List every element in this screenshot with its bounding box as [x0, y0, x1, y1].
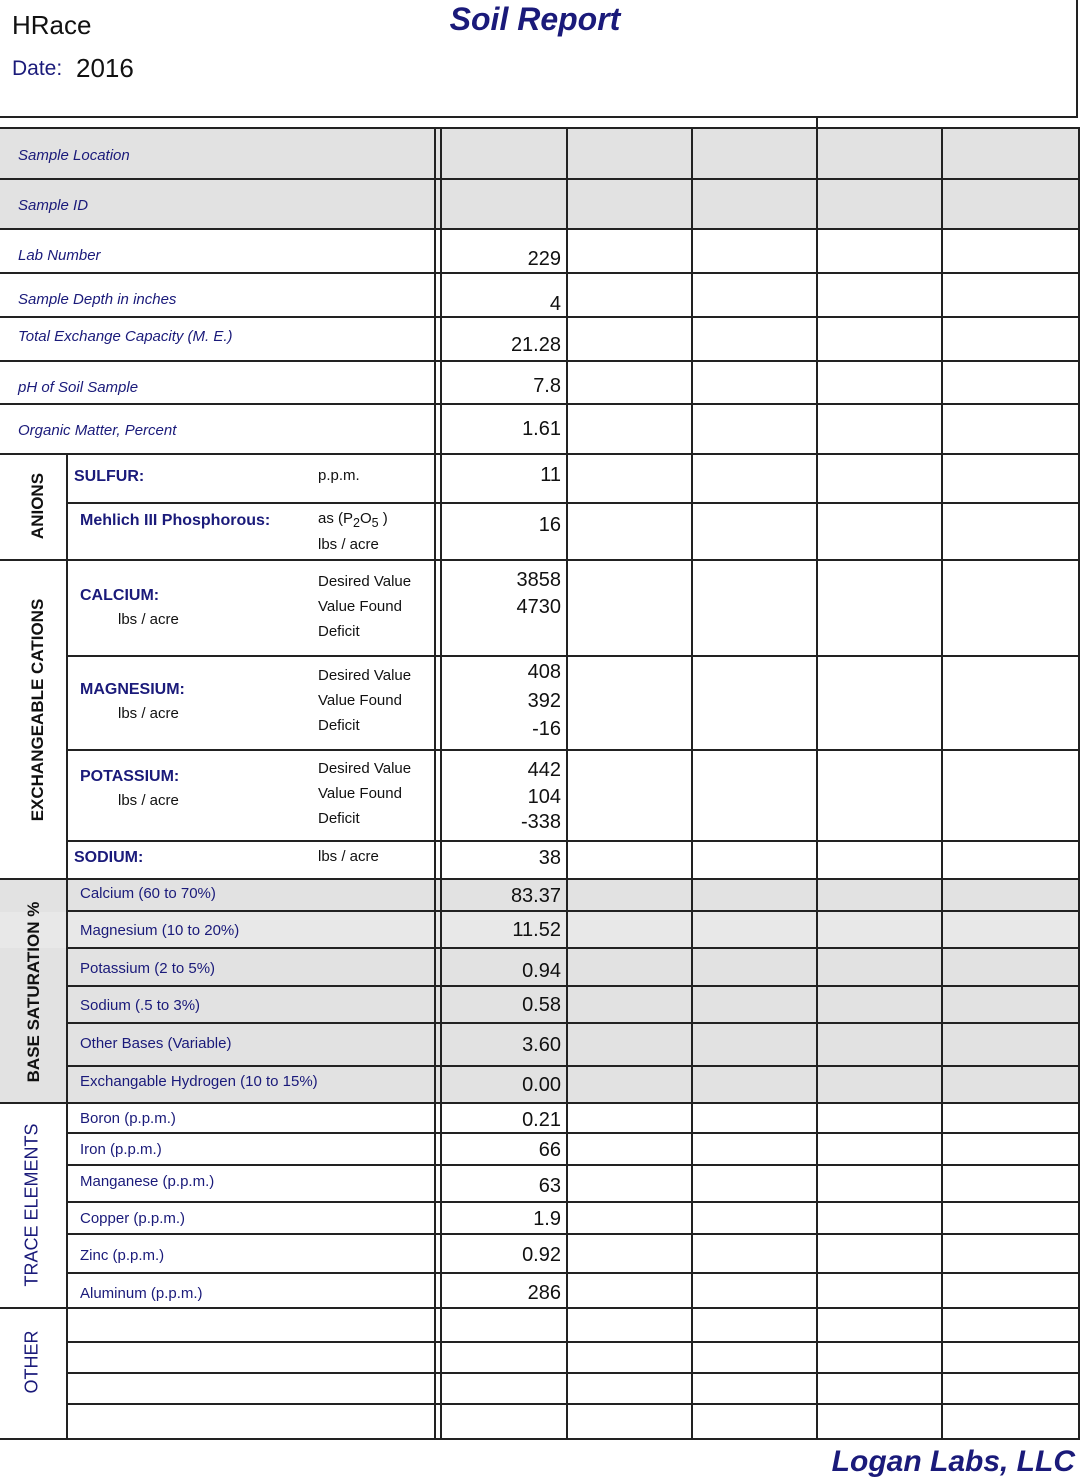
col-divider [1078, 127, 1080, 1440]
sodium-unit: lbs / acre [318, 848, 379, 865]
row-divider [66, 1164, 1080, 1166]
magnesium-found-value: 392 [527, 690, 561, 712]
trace-element-value: 63 [538, 1175, 561, 1197]
calcium-desired-value: 3858 [516, 569, 561, 591]
ph-value: 7.8 [533, 375, 561, 397]
section-trace-elements: TRACE ELEMENTS [21, 1123, 42, 1287]
row-divider [0, 360, 1080, 362]
base-sat-value: 83.37 [510, 885, 561, 907]
date-label: Date: [12, 57, 63, 80]
tec-label: Total Exchange Capacity (M. E.) [18, 328, 233, 345]
tec-value: 21.28 [510, 334, 561, 356]
magnesium-label: MAGNESIUM: [80, 681, 185, 698]
row-divider [66, 655, 1080, 657]
calcium-desired-label: Desired Value [318, 573, 412, 590]
trace-element-label: Copper (p.p.m.) [80, 1210, 186, 1227]
row-divider [0, 559, 1080, 561]
lab-number-label: Lab Number [18, 247, 101, 264]
footer-brand: Logan Labs, LLC [831, 1445, 1075, 1478]
row-divider [66, 910, 1080, 912]
magnesium-found-label: Value Found [318, 692, 402, 709]
calcium-found-label: Value Found [318, 598, 402, 615]
sodium-value: 38 [538, 847, 561, 869]
base-sat-value: 0.00 [522, 1074, 561, 1096]
trace-element-value: 0.92 [522, 1244, 561, 1266]
col-divider [66, 453, 68, 1440]
calcium-unit: lbs / acre [118, 611, 179, 628]
section-anions: ANIONS [28, 472, 47, 540]
lab-number-value: 229 [527, 248, 561, 270]
calcium-found-value: 4730 [516, 596, 561, 618]
phosphorous-label: Mehlich III Phosphorous: [80, 512, 271, 529]
base-sat-value: 11.52 [512, 919, 561, 941]
magnesium-unit: lbs / acre [118, 705, 179, 722]
date-value: 2016 [76, 53, 134, 83]
section-other: OTHER [21, 1330, 42, 1394]
row-divider [66, 1201, 1080, 1203]
potassium-deficit-label: Deficit [318, 810, 360, 827]
trace-element-label: Iron (p.p.m.) [80, 1141, 162, 1158]
phosphorous-unit: as ($P_2O_5$ ) [318, 510, 388, 530]
row-divider [0, 403, 1080, 405]
row-divider [66, 1132, 1080, 1134]
potassium-label: POTASSIUM: [80, 768, 180, 785]
base-sat-label: Sodium (.5 to 3%) [80, 997, 201, 1014]
potassium-desired-value: 442 [527, 759, 561, 781]
base-sat-label: Calcium (60 to 70%) [80, 885, 216, 902]
client-name: HRace [12, 10, 92, 40]
base-sat-value: 3.60 [522, 1034, 561, 1056]
row-divider [0, 272, 1080, 274]
trace-element-label: Zinc (p.p.m.) [80, 1247, 165, 1264]
report-title: Soil Report [449, 1, 621, 37]
sample-id-label: Sample ID [18, 197, 89, 214]
row-divider [66, 1372, 1080, 1374]
sulfur-unit: p.p.m. [318, 467, 360, 484]
row-divider [66, 502, 1080, 504]
row-divider [0, 878, 1080, 880]
base-sat-value: 0.58 [522, 994, 561, 1016]
row-divider [66, 749, 1080, 751]
base-sat-label: Magnesium (10 to 20%) [80, 922, 240, 939]
trace-element-label: Aluminum (p.p.m.) [80, 1285, 203, 1302]
sample-location-label: Sample Location [18, 147, 130, 164]
potassium-found-label: Value Found [318, 785, 402, 802]
row-divider [66, 1233, 1080, 1235]
magnesium-deficit-value: -16 [532, 718, 561, 740]
row-divider [66, 840, 1080, 842]
potassium-unit: lbs / acre [118, 792, 179, 809]
magnesium-deficit-label: Deficit [318, 717, 360, 734]
trace-element-value: 0.21 [522, 1109, 561, 1131]
row-divider [0, 316, 1080, 318]
row-divider [66, 1272, 1080, 1274]
potassium-desired-label: Desired Value [318, 760, 412, 777]
col-divider [941, 127, 943, 1440]
calcium-deficit-label: Deficit [318, 623, 360, 640]
row-divider [0, 453, 1080, 455]
organic-matter-value: 1.61 [522, 418, 561, 440]
row-divider [66, 1022, 1080, 1024]
base-sat-value: 0.94 [522, 960, 561, 982]
row-divider [0, 178, 1080, 180]
sulfur-label: SULFUR: [74, 468, 145, 485]
row-divider [0, 127, 1080, 129]
row-divider [66, 1403, 1080, 1405]
ph-label: pH of Soil Sample [18, 379, 139, 396]
trace-element-label: Boron (p.p.m.) [80, 1110, 176, 1127]
base-sat-label: Potassium (2 to 5%) [80, 960, 216, 977]
row-divider [66, 985, 1080, 987]
col-divider [816, 118, 818, 1440]
col-divider [691, 127, 693, 1440]
section-exchangeable-cations: EXCHANGEABLE CATIONS [28, 598, 47, 822]
base-sat-label: Exchangable Hydrogen (10 to 15%) [80, 1073, 318, 1090]
trace-element-value: 286 [527, 1282, 561, 1304]
row-divider [66, 1341, 1080, 1343]
section-base-saturation: BASE SATURATION % [24, 901, 43, 1083]
potassium-deficit-value: -338 [520, 811, 561, 833]
col-divider [566, 127, 568, 1440]
col-divider [434, 127, 436, 1440]
sulfur-value: 11 [540, 464, 561, 486]
sample-depth-label: Sample Depth in inches [18, 291, 177, 308]
phosphorous-unit-line2: lbs / acre [318, 536, 379, 553]
row-divider [0, 1307, 1080, 1309]
sodium-label: SODIUM: [74, 849, 144, 866]
row-divider [0, 228, 1080, 230]
row-divider [0, 1438, 1080, 1440]
potassium-found-value: 104 [527, 786, 561, 808]
phosphorous-value: 16 [538, 514, 561, 536]
calcium-label: CALCIUM: [80, 587, 160, 604]
magnesium-desired-value: 408 [527, 661, 561, 683]
trace-element-value: 66 [538, 1139, 561, 1161]
organic-matter-label: Organic Matter, Percent [18, 422, 177, 439]
row-divider [0, 1102, 1080, 1104]
sample-depth-value: 4 [549, 293, 561, 315]
row-divider [66, 1065, 1080, 1067]
trace-element-value: 1.9 [533, 1208, 561, 1230]
row-divider [66, 947, 1080, 949]
trace-element-label: Manganese (p.p.m.) [80, 1173, 215, 1190]
magnesium-desired-label: Desired Value [318, 667, 412, 684]
base-sat-label: Other Bases (Variable) [80, 1035, 232, 1052]
